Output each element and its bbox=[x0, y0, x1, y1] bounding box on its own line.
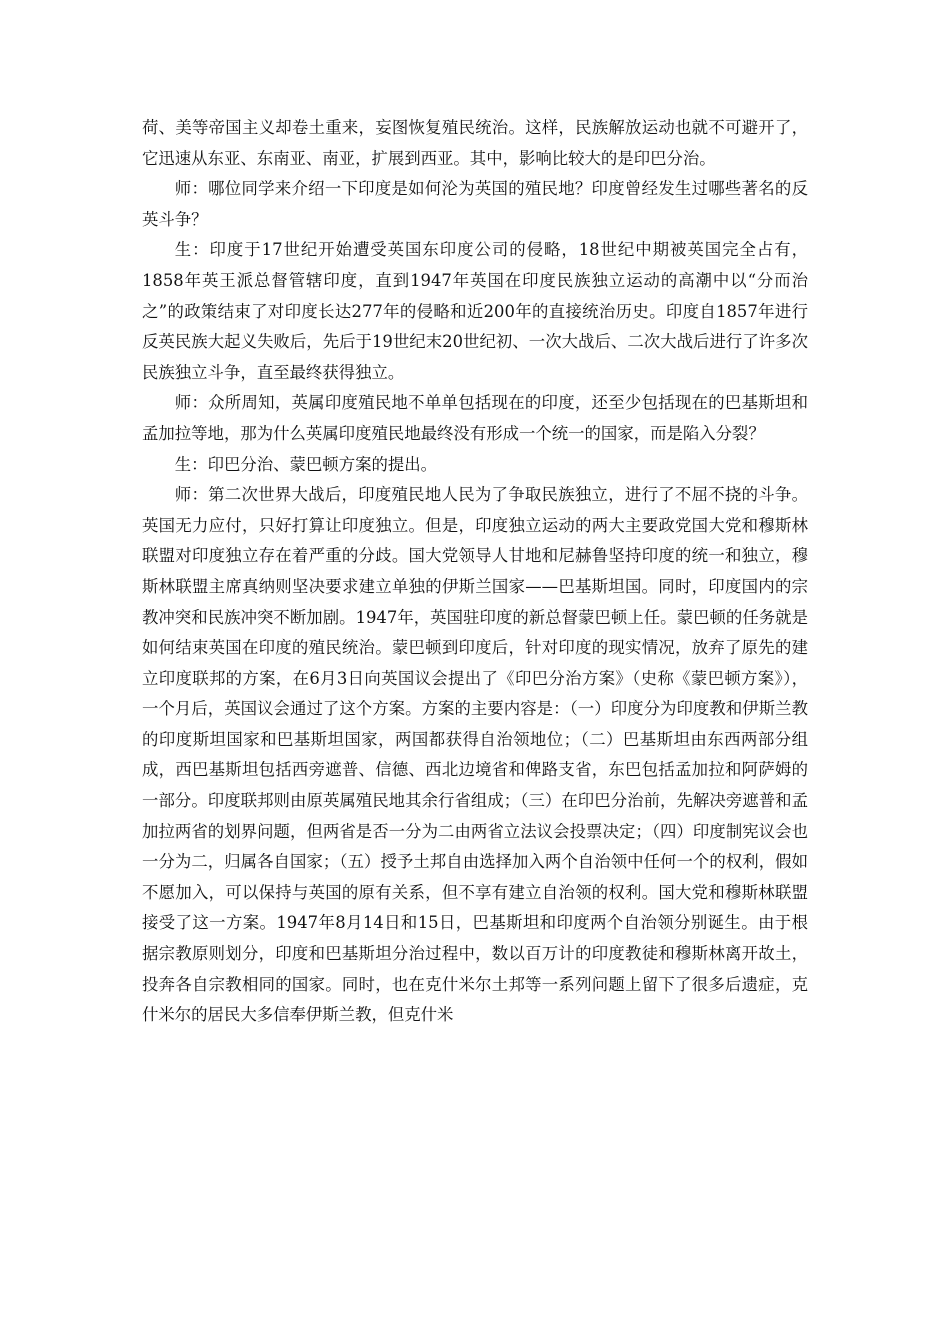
paragraph: 荷、美等帝国主义却卷土重来，妄图恢复殖民统治。这样，民族解放运动也就不可避开了，它迅速从东亚、东南亚、南亚，扩展到西亚。其中，影响比较大的是印巴分治。 bbox=[142, 118, 808, 168]
paragraph: 生：印度于17世纪开始遭受英国东印度公司的侵略，18世纪中期被英国完全占有，1858年英王派总督管辖印度，直到1947年英国在印度民族独立运动的高潮中以“分而治之”的政策结束了对印度长达277年的侵略和近200年的直接统治历史。印度自1857年进行反英民族大起义失败后，先后于19世纪末20世纪初、一次大战后、二次大战后进行了许多次民族独立斗争，直至最终获得独立。 bbox=[142, 240, 808, 382]
paragraph: 师：哪位同学来介绍一下印度是如何沦为英国的殖民地？印度曾经发生过哪些著名的反英斗争？ bbox=[142, 179, 808, 229]
paragraph: 生：印巴分治、蒙巴顿方案的提出。 bbox=[174, 454, 438, 474]
paragraph: 师：第二次世界大战后，印度殖民地人民为了争取民族独立，进行了不屈不挠的斗争。英国无力应付，只好打算让印度独立。但是，印度独立运动的两大主要政党国大党和穆斯林联盟对印度独立存在着严重的分歧。国大党领导人甘地和尼赫鲁坚持印度的统一和独立，穆斯林联盟主席真纳则坚决要求建立单独的伊斯兰国家——巴基斯坦国。同时，印度国内的宗教冲突和民族冲突不断加剧。1947年，英国驻印度的新总督蒙巴顿上任。蒙巴顿的任务就是如何结束英国在印度的殖民统治。蒙巴顿到印度后，针对印度的现实情况，放弃了原先的建立印度联邦的方案，在6月3日向英国议会提出了《印巴分治方案》（史称《蒙巴顿方案》），一个月后，英国议会通过了这个方案。方案的主要内容是：（一）印度分为印度教和伊斯兰教的印度斯坦国家和巴基斯坦国家，两国都获得自治领地位；（二）巴基斯坦由东西两部分组成，西巴基斯坦包括西旁遮普、信德、西北边境省和俾路支省，东巴包括孟加拉和阿萨姆的一部分。印度联邦则由原英属殖民地其余行省组成；（三）在印巴分治前，先解决旁遮普和孟加拉两省的划界问题，但两省是否一分为二由两省立法议会投票决定；（四）印度制宪议会也一分为二，归属各自国家；（五）授予土邦自由选择加入两个自治领中任何一个的权利，假如不愿加入，可以保持与英国的原有关系，但不享有建立自治领的权利。国大党和穆斯林联盟接受了这一方案。1947年8月14日和15日，巴基斯坦和印度两个自治领分别诞生。由于根据宗教原则划分，印度和巴基斯坦分治过程中，数以百万计的印度教徒和穆斯林离开故土，投奔各自宗教相同的国家。同时，也在克什米尔土邦等一系列问题上留下了很多后遗症，克什米尔的居民大多信奉伊斯兰教，但克什米 bbox=[142, 485, 808, 1025]
document-body bbox=[142, 113, 808, 1031]
paragraph: 师：众所周知，英属印度殖民地不单单包括现在的印度，还至少包括现在的巴基斯坦和孟加拉等地，那为什么英属印度殖民地最终没有形成一个统一的国家，而是陷入分裂？ bbox=[142, 393, 808, 443]
